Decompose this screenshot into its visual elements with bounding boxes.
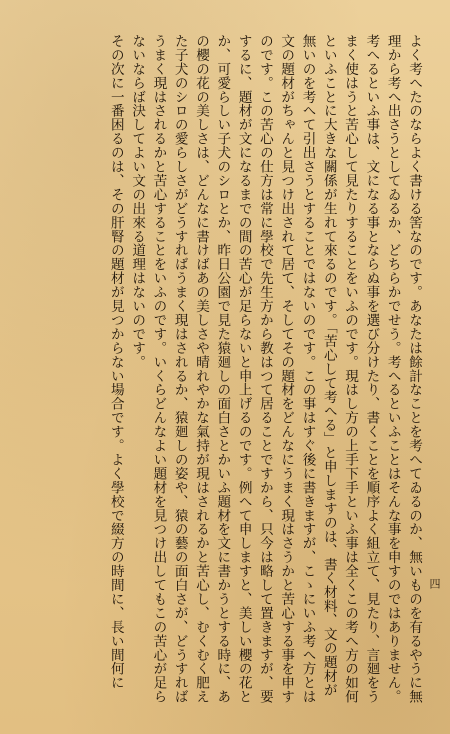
paragraph: 考へるといふ事は、文になる事とならぬ事を選び分けたり、書くことを順序よく組立て、見たり、言廻をうまく使はうと苦心して見たりすることをいふのです。現はし方の上手下手といふ事は全くこの考へ方の如何といふことに大きな關係が生れて來るのです。「苦心して考へる」と申しますのは、書く材料、文の題材が無いのを考へて引出さうとすることではないのです。この事はすぐ後に書きますが、こゝにいふ考へ方とは文の題材がちゃんと見つけ出されて居て、そしてその題材をどんなにうまく現はさうかと苦心する事を申すのです。この苦心の仕方は常に學校で先生方から教はつて居ることですから、只今は略して置きますが、要するに、題材が文になるまでの間の苦心が足らないと申上げるのです。例へて申しますと、美しい櫻の花とか、可愛らしい子犬のシロとか、昨日公園で見た猿廻しの面白さとかいふ題材を文に書かうとする時に、あの櫻の花の美しさは、どんなに書けばあの美しさや晴れやかな氣持が現はされるかと苦心し、むくむく肥えた子犬のシロの愛らしさがどうすればうまく現はされるか、猿廻しの姿や、猿の藝の面白さが、どうすればうまく現はされるかと苦心することをいふのです。いくらどんなよい題材を見つけ出してもこの苦心が足らないならば決してよい文の出來る道理はないのです。 (129, 34, 380, 704)
paragraph: よく考へたのならよく書ける筈なのです。あなたは餘計なことを考へてゐるのか、無いものを有るやうに無理から考へ出さうとしてゐるか、どちらかでせう。考へるといふことはそんな事を申すのではありません。 (384, 34, 422, 704)
body-text (105, 34, 424, 710)
paragraph: その次に一番困るのは、その肝腎の題材が見つからない場合です。よく學校で綴方の時間に、長い間何に (107, 34, 124, 690)
page-number: 四 (428, 578, 441, 589)
